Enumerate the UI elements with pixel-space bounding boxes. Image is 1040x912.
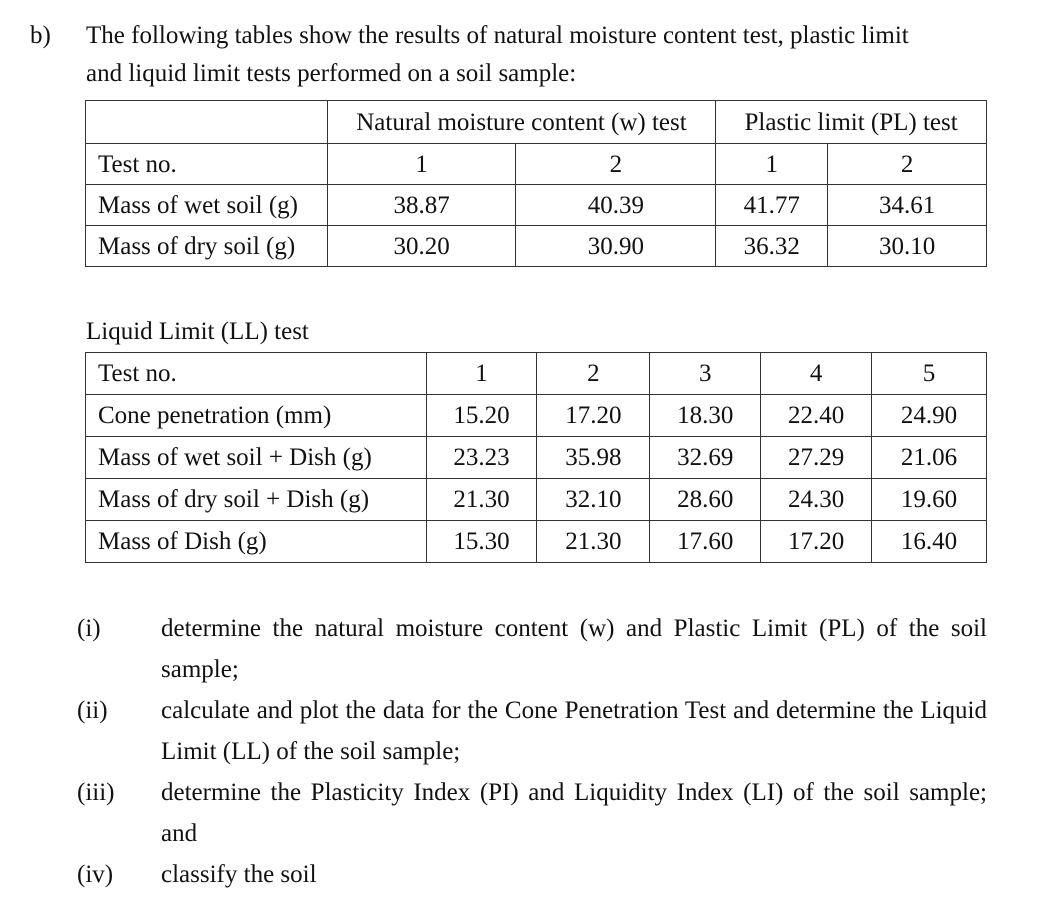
table-cell: 23.23	[426, 437, 537, 479]
table-cell: 2	[537, 353, 650, 395]
row-label: Mass of dry soil + Dish (g)	[86, 479, 427, 521]
question-label: b)	[30, 22, 51, 49]
table-cell: 2	[828, 144, 987, 185]
liquid-limit-table	[85, 352, 987, 563]
table-cell: 4	[761, 353, 872, 395]
table-cell: 1	[716, 144, 828, 185]
task-number: (iv)	[77, 861, 114, 888]
table-cell: 34.61	[828, 185, 987, 226]
table-cell: 18.30	[650, 395, 761, 437]
row-label: Test no.	[86, 353, 427, 395]
task-text: determine the natural moisture content (w) and Plastic Limit (PL) of the soil sample;	[161, 615, 987, 683]
table-cell: 1	[327, 144, 516, 185]
table-cell: 21.30	[537, 521, 650, 563]
table-cell: 24.90	[872, 395, 987, 437]
table-cell: 3	[650, 353, 761, 395]
table-cell: 35.98	[537, 437, 650, 479]
table-row	[86, 144, 987, 185]
row-label: Test no.	[86, 144, 328, 185]
table-cell: 16.40	[872, 521, 987, 563]
table-cell: 40.39	[516, 185, 716, 226]
row-label: Mass of dry soil (g)	[86, 226, 328, 267]
task-number: (i)	[77, 615, 101, 642]
table-row	[86, 437, 987, 479]
table-cell: 15.30	[426, 521, 537, 563]
table-cell: 30.20	[327, 226, 516, 267]
table-cell: 19.60	[872, 479, 987, 521]
table-cell: 17.20	[761, 521, 872, 563]
table-cell: 22.40	[761, 395, 872, 437]
table-cell: 28.60	[650, 479, 761, 521]
task-number: (iii)	[77, 779, 115, 806]
table-cell: 5	[872, 353, 987, 395]
header-plastic-limit: Plastic limit (PL) test	[716, 101, 987, 144]
table-cell: 32.69	[650, 437, 761, 479]
table-cell: 15.20	[426, 395, 537, 437]
table-cell: 41.77	[716, 185, 828, 226]
liquid-limit-title: Liquid Limit (LL) test	[86, 318, 309, 345]
header-natural-moisture: Natural moisture content (w) test	[327, 101, 716, 144]
table-cell: 2	[516, 144, 716, 185]
table-cell: 27.29	[761, 437, 872, 479]
table-row	[86, 353, 987, 395]
table-cell: 30.10	[828, 226, 987, 267]
task-text: calculate and plot the data for the Cone Penetration Test and determine the Liquid Limit (LL) of the soil sample;	[161, 697, 987, 765]
table-cell: 21.30	[426, 479, 537, 521]
table-cell: 36.32	[716, 226, 828, 267]
table-row	[86, 395, 987, 437]
row-label: Mass of Dish (g)	[86, 521, 427, 563]
table-row	[86, 479, 987, 521]
table-corner-cell	[86, 101, 328, 144]
table-cell: 1	[426, 353, 537, 395]
row-label: Cone penetration (mm)	[86, 395, 427, 437]
table-header-row	[86, 101, 987, 144]
table-row	[86, 185, 987, 226]
table-cell: 17.60	[650, 521, 761, 563]
table-cell: 21.06	[872, 437, 987, 479]
row-label: Mass of wet soil + Dish (g)	[86, 437, 427, 479]
table-cell: 30.90	[516, 226, 716, 267]
task-text: classify the soil	[161, 861, 317, 888]
table-cell: 24.30	[761, 479, 872, 521]
intro-text-line-2: and liquid limit tests performed on a soil sample:	[86, 60, 577, 87]
intro-text-line-1: The following tables show the results of natural moisture content test, plastic limit	[86, 22, 909, 49]
table-row	[86, 226, 987, 267]
table-row	[86, 521, 987, 563]
task-number: (ii)	[77, 697, 108, 724]
table-cell: 38.87	[327, 185, 516, 226]
row-label: Mass of wet soil (g)	[86, 185, 328, 226]
task-text: determine the Plasticity Index (PI) and Liquidity Index (LI) of the soil sample; and	[161, 779, 987, 847]
table-cell: 17.20	[537, 395, 650, 437]
table-cell: 32.10	[537, 479, 650, 521]
moisture-plastic-limit-table	[85, 100, 987, 267]
